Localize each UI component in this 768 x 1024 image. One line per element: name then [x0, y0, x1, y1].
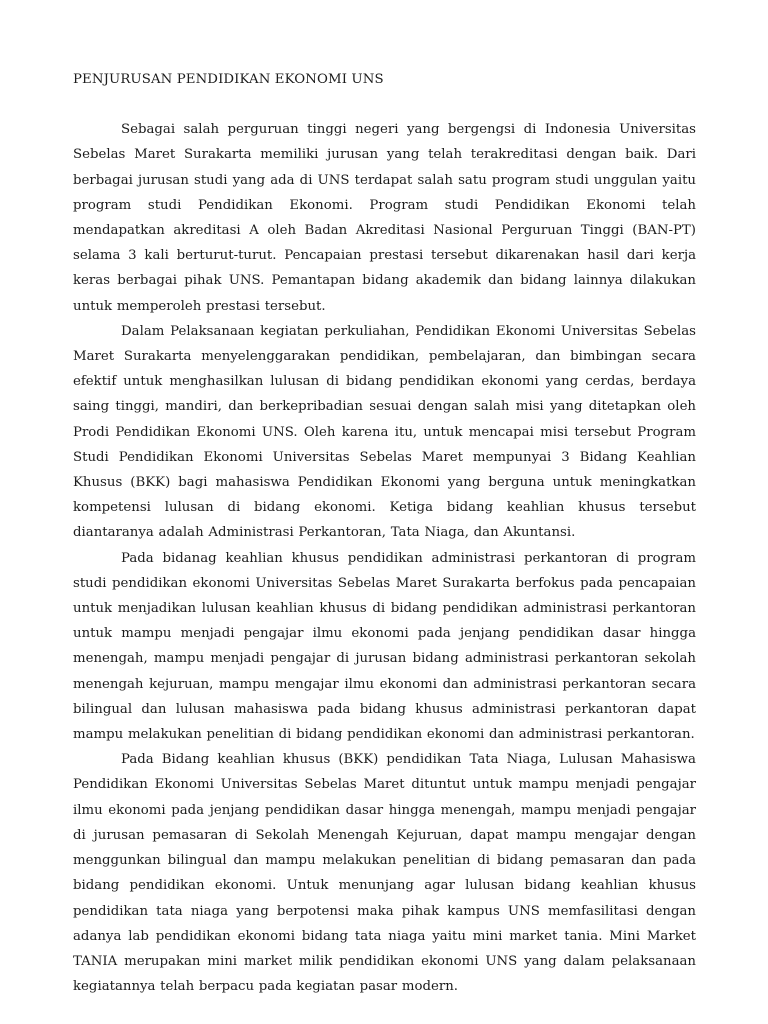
paragraph-akreditasi: Sebagai salah perguruan tinggi negeri yang bergengsi di Indonesia Universitas Sebelas Maret Surakarta memiliki jurusan yang telah terakreditasi dengan baik. Dari berbagai jurusan studi yang ada di UNS terdapat salah satu program studi unggulan yaitu program studi Pendidikan Ekonomi. Program studi Pendidikan Ekonomi telah mendapatkan akreditasi A oleh Badan Akreditasi Nasional Perguruan Tinggi (BAN-PT) selama 3 kali berturut-turut. Pencapaian prestasi tersebut dikarenakan hasil dari kerja keras berbagai pihak UNS. Pemantapan bidang akademik dan bidang lainnya dilakukan untuk memperoleh prestasi tersebut.: [73, 122, 696, 314]
document-title: PENJURUSAN PENDIDIKAN EKONOMI UNS: [73, 72, 384, 87]
paragraph-tata-niaga: Pada Bidang keahlian khusus (BKK) pendidikan Tata Niaga, Lulusan Mahasiswa Pendidikan Ekonomi Universitas Sebelas Maret dituntut untuk mampu menjadi pengajar ilmu ekonomi pada jenjang pendidikan dasar hingga menengah, mampu menjadi pengajar di jurusan pemasaran di Sekolah Menengah Kejuruan, dapat mampu mengajar dengan menggunkan bilingual dan mampu melakukan penelitian di bidang pemasaran dan pada bidang pendidikan ekonomi. Untuk menunjang agar lulusan bidang keahlian khusus pendidikan tata niaga yang berpotensi maka pihak kampus UNS memfasilitasi dengan adanya lab pendidikan ekonomi bidang tata niaga yaitu mini market tania. Mini Market TANIA merupakan mini market milik pendidikan ekonomi UNS yang dalam pelaksanaan kegiatannya telah berpacu pada kegiatan pasar modern.: [73, 752, 696, 995]
paragraph-perkuliahan: Dalam Pelaksanaan kegiatan perkuliahan, Pendidikan Ekonomi Universitas Sebelas Maret Surakarta menyelenggarakan pendidikan, pembelajaran, dan bimbingan secara efektif untuk menghasilkan lulusan di bidang pendidikan ekonomi yang cerdas, berdaya saing tinggi, mandiri, dan berkepribadian sesuai dengan salah misi yang ditetapkan oleh Prodi Pendidikan Ekonomi UNS. Oleh karena itu, untuk mencapai misi tersebut Program Studi Pendidikan Ekonomi Universitas Sebelas Maret mempunyai 3 Bidang Keahlian Khusus (BKK) bagi mahasiswa Pendidikan Ekonomi yang berguna untuk meningkatkan kompetensi lulusan di bidang ekonomi. Ketiga bidang keahlian khusus tersebut diantaranya adalah Administrasi Perkantoran, Tata Niaga, dan Akuntansi.: [73, 323, 696, 541]
paragraph-administrasi-perkantoran: Pada bidanag keahlian khusus pendidikan administrasi perkantoran di program studi pendidikan ekonomi Universitas Sebelas Maret Surakarta berfokus pada pencapaian untuk menjadikan lulusan keahlian khusus di bidang pendidikan administrasi perkantoran untuk mampu menjadi pengajar ilmu ekonomi pada jenjang pendidikan dasar hingga menengah, mampu menjadi pengajar di jurusan bidang administrasi perkantoran sekolah menengah kejuruan, mampu mengajar ilmu ekonomi dan administrasi perkantoran secara bilingual dan lulusan mahasiswa pada bidang khusus administrasi perkantoran dapat mampu melakukan penelitian di bidang pendidikan ekonomi dan administrasi perkantoran.: [73, 550, 696, 743]
